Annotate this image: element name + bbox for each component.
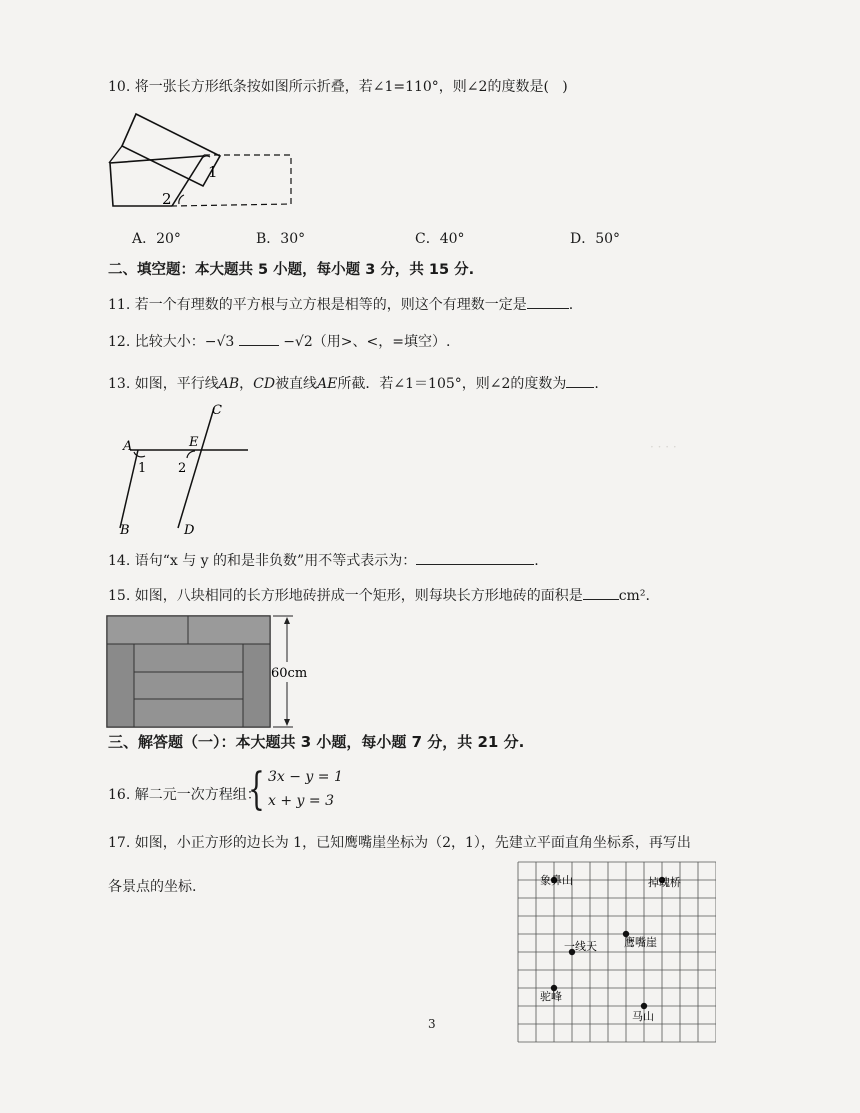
question-17-line-2: 各景点的坐标. bbox=[108, 879, 197, 895]
folded-strip-top bbox=[122, 114, 220, 186]
answer-blank[interactable] bbox=[527, 294, 569, 309]
question-12: 12. 比较大小：−√3 −√2（用>、<，=填空）. bbox=[108, 331, 450, 351]
section-2-title: 二、填空题：本大题共 5 小题，每小题 3 分，共 15 分. bbox=[108, 262, 475, 278]
answer-blank[interactable] bbox=[583, 585, 619, 600]
place-label-yingzuiya: 鹰嘴崖 bbox=[624, 936, 657, 949]
angle-label-2: 2 bbox=[162, 190, 172, 208]
answer-blank[interactable] bbox=[239, 331, 279, 346]
point-label-d: D bbox=[184, 523, 195, 538]
question-11: 11. 若一个有理数的平方根与立方根是相等的，则这个有理数一定是 . bbox=[108, 294, 573, 314]
tiles-figure bbox=[105, 614, 315, 732]
point-label-a: A bbox=[123, 439, 133, 454]
answer-blank[interactable] bbox=[566, 373, 594, 388]
place-marker-mashan bbox=[641, 1003, 647, 1009]
place-label-mashan: 马山 bbox=[632, 1010, 654, 1023]
equation-2: x + y = 3 bbox=[268, 793, 334, 809]
angle-label-2: 2 bbox=[178, 461, 187, 476]
scenic-grid-map bbox=[516, 860, 716, 1044]
question-14: 14. 语句“x 与 y 的和是非负数”用不等式表示为： . bbox=[108, 550, 539, 570]
dimension-label: 60cm bbox=[271, 666, 308, 681]
angle-label-1: 1 bbox=[138, 461, 147, 476]
angle-label-1: 1 bbox=[208, 163, 218, 181]
option-d: D．50° bbox=[570, 231, 621, 247]
option-c: C．40° bbox=[415, 231, 465, 247]
question-15: 15. 如图，八块相同的长方形地砖拼成一个矩形，则每块长方形地砖的面积是 cm². bbox=[108, 585, 650, 605]
question-10: 10. 将一张长方形纸条按如图所示折叠，若∠1=110°，则∠2的度数是( ) bbox=[108, 79, 568, 95]
place-label-tuofeng: 驼峰 bbox=[540, 990, 562, 1003]
parallel-lines-figure bbox=[110, 400, 260, 538]
folded-paper-figure bbox=[100, 100, 300, 215]
point-label-c: C bbox=[212, 403, 222, 418]
question-13: 13. 如图，平行线AB，CD被直线AE所截．若∠1＝105°，则∠2的度数为 . bbox=[108, 373, 599, 393]
equation-brace: { bbox=[248, 764, 265, 815]
option-b: B．30° bbox=[256, 231, 306, 247]
unfolded-outline-dashed bbox=[172, 155, 291, 206]
question-17-line-1: 17. 如图，小正方形的边长为 1，已知鹰嘴崖坐标为（2，1），先建立平面直角坐标系，再写出 bbox=[108, 835, 691, 851]
point-label-e: E bbox=[189, 435, 199, 450]
point-label-b: B bbox=[120, 523, 130, 538]
place-label-yixiantian: 一线天 bbox=[564, 940, 597, 953]
bleed-through-text: · · · · bbox=[650, 440, 677, 454]
option-a: A．20° bbox=[132, 231, 181, 247]
place-label-diaohunqiao: 掉魂桥 bbox=[648, 876, 681, 889]
page-number: 3 bbox=[428, 1017, 436, 1031]
equation-1: 3x − y = 1 bbox=[268, 769, 343, 785]
answer-blank[interactable] bbox=[416, 550, 534, 565]
line-ab bbox=[120, 450, 138, 528]
question-16: 16. 解二元一次方程组： bbox=[108, 787, 261, 803]
place-label-xiangbishan: 象鼻山 bbox=[540, 874, 573, 887]
section-3-title: 三、解答题（一）：本大题共 3 小题，每小题 7 分，共 21 分. bbox=[108, 733, 525, 751]
